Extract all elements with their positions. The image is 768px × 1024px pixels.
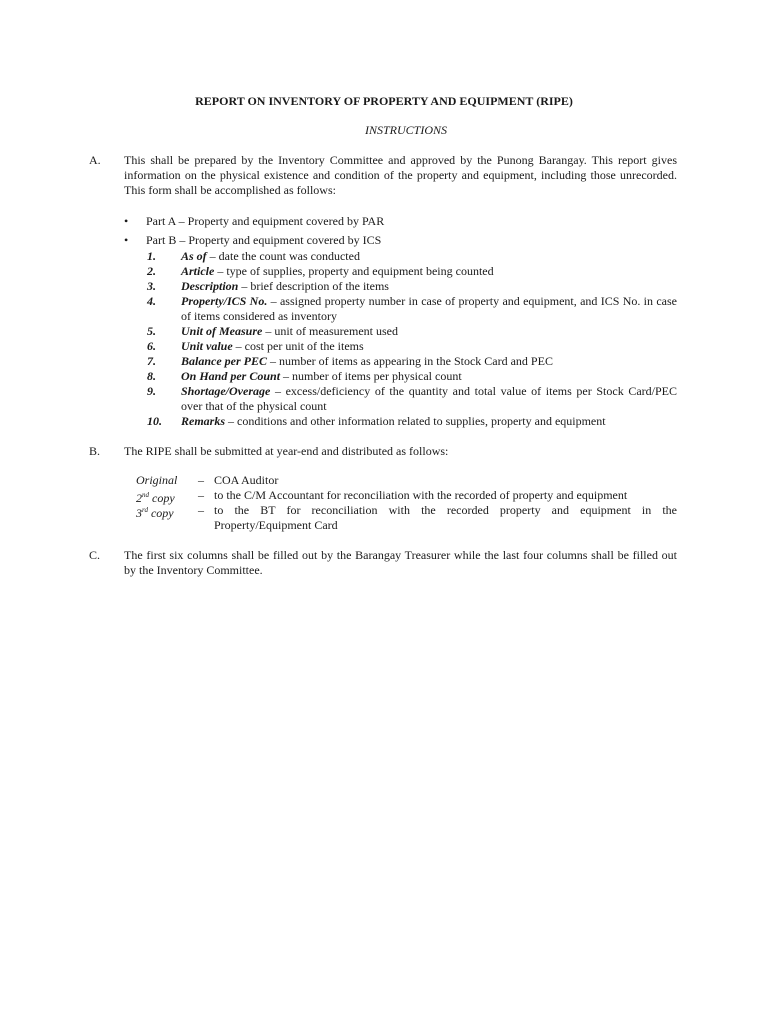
section-b-paragraph: The RIPE shall be submitted at year-end and distributed as follows: [124, 444, 449, 458]
section-a-letter: A. [89, 153, 101, 167]
distribution-dash: – [198, 488, 204, 502]
list-item-number: 1. [147, 249, 156, 263]
list-item-number: 2. [147, 264, 156, 278]
list-item-number: 8. [147, 369, 156, 383]
distribution-dash: – [198, 473, 204, 487]
list-item-body [181, 294, 677, 324]
list-item-term: Remarks [181, 414, 226, 428]
list-item-term: Balance per PEC [181, 354, 267, 368]
section-b-letter: B. [89, 444, 101, 458]
bullet-icon: • [124, 214, 129, 228]
list-item-body [181, 414, 677, 429]
list-item-description: – excess/deficiency of the quantity and total value of items per Stock Card/PEC over that of the physical count [181, 384, 677, 413]
list-item-body [181, 384, 677, 414]
distribution-text: to the BT for reconciliation with the recorded property and equipment in the Property/Equipment Card [214, 503, 677, 532]
list-item-description: – unit of measurement used [262, 324, 398, 338]
list-item-term: Unit value [181, 339, 233, 353]
list-item-body [181, 339, 677, 354]
list-item-body [181, 369, 677, 384]
list-item-term: As of [181, 249, 207, 263]
section-a-paragraph: This shall be prepared by the Inventory Committee and approved by the Punong Barangay. This report gives information on the physical existence and condition of the property and equipment, including those unrecorded. This form shall be accomplished as follows: [124, 153, 677, 197]
list-item-description: – conditions and other information related to supplies, property and equipment [225, 414, 606, 428]
section-c-letter: C. [89, 548, 101, 562]
list-item-term: Description [181, 279, 239, 293]
distribution-label: 2nd copy [136, 491, 175, 505]
list-item-description: – date the count was conducted [206, 249, 360, 263]
distribution-label: 3rd copy [136, 506, 174, 520]
list-item-description: – brief description of the items [238, 279, 389, 293]
bullet-text: Part A – Property and equipment covered by PAR [146, 214, 385, 228]
list-item-term: Shortage/Overage [181, 384, 271, 398]
document-title: REPORT ON INVENTORY OF PROPERTY AND EQUIPMENT (RIPE) [195, 94, 573, 108]
list-item-body [181, 354, 677, 369]
list-item-number: 4. [147, 294, 156, 308]
list-item-number: 5. [147, 324, 156, 338]
distribution-dash: – [198, 503, 204, 517]
list-item-number: 7. [147, 354, 156, 368]
list-item-body [181, 279, 677, 294]
document-subtitle: INSTRUCTIONS [364, 123, 447, 137]
list-item-body [181, 264, 677, 279]
list-item-term: Property/ICS No. [181, 294, 268, 308]
list-item-term: Unit of Measure [181, 324, 263, 338]
bullet-text: Part B – Property and equipment covered by ICS [146, 233, 382, 247]
list-item-term: On Hand per Count [181, 369, 281, 383]
distribution-text: COA Auditor [214, 473, 279, 487]
section-c-paragraph: The first six columns shall be filled out by the Barangay Treasurer while the last four columns shall be filled out by the Inventory Committee. [124, 548, 677, 577]
list-item-number: 3. [147, 279, 156, 293]
list-item-number: 10. [147, 414, 162, 428]
list-item-description: – assigned property number in case of property and equipment, and ICS No. in case of items considered as inventory [181, 294, 677, 323]
list-item-term: Article [181, 264, 215, 278]
list-item-number: 9. [147, 384, 156, 398]
list-item-description: – type of supplies, property and equipment being counted [214, 264, 494, 278]
bullet-icon: • [124, 233, 129, 247]
list-item-body [181, 249, 677, 264]
list-item-number: 6. [147, 339, 156, 353]
list-item-description: – cost per unit of the items [232, 339, 364, 353]
list-item-description: – number of items per physical count [280, 369, 462, 383]
list-item-description: – number of items as appearing in the Stock Card and PEC [267, 354, 553, 368]
distribution-label: Original [136, 473, 178, 487]
list-item-body [181, 324, 677, 339]
distribution-text: to the C/M Accountant for reconciliation with the recorded of property and equipment [214, 488, 628, 502]
